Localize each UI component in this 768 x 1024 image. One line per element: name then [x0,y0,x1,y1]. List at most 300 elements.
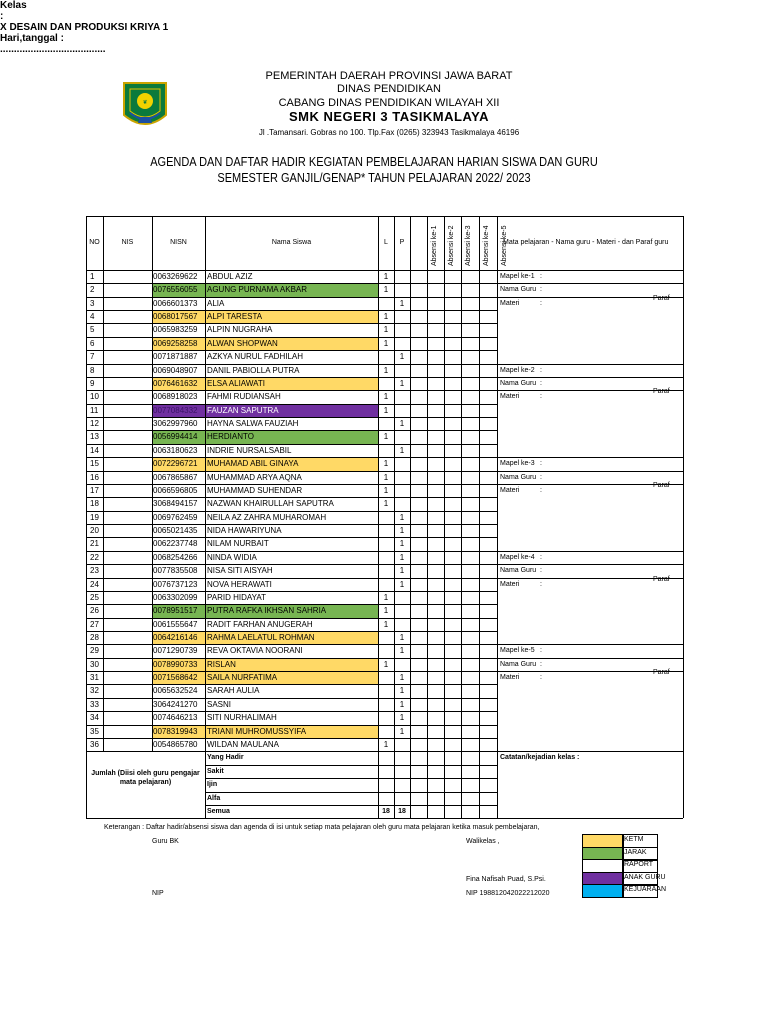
row-p: 1 [399,526,405,536]
row-p: 1 [399,579,405,589]
row-nisn: 0054865780 [153,739,198,749]
row-l: 1 [383,365,389,375]
grid-vline [497,216,498,818]
row-nisn: 0066596805 [153,485,198,495]
row-no: 8 [90,365,95,375]
row-nama: REVA OKTAVIA NOORANI [207,646,303,656]
row-nis [105,350,152,363]
row-l [378,698,394,711]
col-header-absensi-1: Absensi ke-1 [431,225,438,266]
row-nisn: 0071568642 [153,673,198,683]
row-nis [105,671,152,684]
row-l [378,350,394,363]
guru-colon: : [540,660,542,668]
row-nisn: 0077084332 [153,405,198,415]
mapel-block-line [497,551,683,552]
row-no: 21 [90,539,99,549]
summary-row-label: Yang Hadir [207,754,244,762]
row-no: 9 [90,378,95,388]
row-nis [105,484,152,497]
grid-vline [461,216,462,818]
row-nisn: 0077835508 [153,566,198,576]
row-nama: MUHAMAD ABIL GINAYA [207,459,299,469]
row-line [86,497,497,498]
row-line [86,564,497,565]
row-nis [105,497,152,510]
row-l: 1 [383,485,389,495]
col-header-absensi-2: Absensi ke-2 [448,225,455,266]
legend-label: KETM [624,836,644,843]
row-nisn: 0069762459 [153,512,198,522]
row-nisn: 0064216146 [153,632,198,642]
row-p: 1 [399,686,405,696]
footer-wali-name: Fina Nafisah Puad, S.Psi. [466,876,546,883]
materi-colon: : [540,674,542,682]
total-l: 18 [382,807,390,815]
row-nisn: 0065983259 [153,325,198,335]
row-line [86,537,497,538]
row-l [378,711,394,724]
row-nisn: 0063269622 [153,272,198,281]
row-no: 36 [90,739,99,749]
summary-row-label: Sakit [207,767,224,775]
row-p [394,457,410,470]
row-p [394,337,410,350]
summary-row-label: Alfa [207,794,221,802]
legend-label: RAPORT [624,861,654,869]
row-l: 1 [383,392,389,402]
row-line [86,430,497,431]
col-header-no: NO [89,239,100,246]
summary-label: Jumlah (Diisi oleh guru pengajar mata pelajaran) [91,770,200,787]
row-nisn: 3064241270 [153,699,198,709]
col-header-absensi-3: Absensi ke-3 [465,225,472,266]
mapel-colon: : [540,647,542,655]
row-line [86,604,497,605]
col-header-p: P [399,239,405,246]
guru-label: Nama Guru [500,379,537,387]
materi-label: Materi [500,486,520,494]
row-nama: RISLAN [207,659,236,669]
row-no: 1 [90,272,95,281]
row-l: 1 [383,272,389,281]
row-no: 22 [90,552,99,562]
footer-wali-nip: NIP 198812042022212020 [466,890,550,897]
row-nis [105,377,152,390]
row-line [86,283,497,284]
row-nis [105,644,152,657]
row-p [394,471,410,484]
row-line [86,323,497,324]
row-p: 1 [399,378,405,388]
svg-text:❦: ❦ [142,99,148,106]
row-nama: ALIA [207,298,225,308]
mapel-divider [497,377,683,378]
row-nama: INDRIE NURSALSABIL [207,445,292,455]
row-nama: FAUZAN SAPUTRA [207,405,279,415]
row-p: 1 [399,512,405,522]
kelas-label: Kelas [0,0,27,11]
grid-vline [683,216,684,818]
row-p: 1 [399,726,405,736]
mapel-divider [497,671,683,672]
row-line [86,751,497,752]
row-l: 1 [383,619,389,629]
paraf-label: Paraf [653,388,670,396]
row-line [86,658,497,659]
row-no: 2 [90,285,95,295]
col-header-absensi-5: Absensi ke-5 [501,225,508,266]
row-nama: NEILA AZ ZAHRA MUHAROMAH [207,512,327,522]
row-p [394,364,410,377]
materi-label: Materi [500,393,520,401]
total-p: 18 [398,807,406,815]
row-p [394,270,410,283]
row-l [378,725,394,738]
row-p [394,323,410,336]
row-no: 3 [90,298,95,308]
row-p [394,484,410,497]
row-no: 13 [90,432,99,442]
row-nisn: 0065021435 [153,526,198,536]
row-line [86,310,497,311]
guru-label: Nama Guru [500,473,537,481]
col-header-l: L [384,239,388,246]
row-nis [105,537,152,550]
row-l [378,417,394,430]
row-no: 14 [90,445,99,455]
row-nis [105,684,152,697]
row-nis [105,738,152,751]
guru-label: Nama Guru [500,286,537,294]
col-header-absensi-4: Absensi ke-4 [483,225,490,266]
row-line [86,684,497,685]
mapel-label: Mapel ke-2 [500,366,535,374]
row-p: 1 [399,646,405,656]
row-p [394,310,410,323]
row-p: 1 [399,539,405,549]
guru-colon: : [540,473,542,481]
row-p [394,390,410,403]
row-p: 1 [399,352,405,362]
row-no: 33 [90,699,99,709]
row-nis [105,430,152,443]
paraf-label: Paraf [653,481,670,489]
mapel-label: Mapel ke-3 [500,460,535,468]
mapel-divider [497,564,683,565]
grid-vline [205,751,206,818]
summary-row-label: Ijin [207,781,218,789]
legend-label: JARAK [624,848,647,856]
row-no: 35 [90,726,99,736]
row-l [378,511,394,524]
materi-colon: : [540,486,542,494]
row-nisn: 0068254266 [153,552,198,562]
row-no: 17 [90,485,99,495]
row-nisn: 0076461632 [153,378,198,388]
row-no: 32 [90,686,99,696]
row-line [86,578,497,579]
row-l: 1 [383,312,389,322]
row-no: 15 [90,459,99,469]
row-line [86,551,497,552]
row-nama: NOVA HERAWATI [207,579,272,589]
row-p: 1 [399,419,405,429]
mapel-divider [497,390,683,391]
row-l: 1 [383,432,389,442]
row-line [86,671,497,672]
row-l: 1 [383,405,389,415]
row-nama: NAZWAN KHAIRULLAH SAPUTRA [207,499,334,509]
row-nisn: 0069258258 [153,338,198,348]
row-no: 7 [90,352,95,362]
row-l: 1 [383,739,389,749]
row-nis [105,631,152,644]
row-l [378,564,394,577]
summary-line [205,778,497,779]
row-nama: SITI NURHALIMAH [207,713,277,723]
row-line [86,297,497,298]
mapel-divider [497,484,683,485]
row-nis [105,698,152,711]
catatan-label: Catatan/kejadian kelas : [500,754,580,762]
mapel-label: Mapel ke-1 [500,273,535,280]
row-line [86,631,497,632]
row-nisn: 0063180623 [153,445,198,455]
materi-label: Materi [500,299,520,307]
guru-colon: : [540,567,542,575]
row-no: 19 [90,512,99,522]
row-l [378,444,394,457]
row-p: 1 [399,445,405,455]
row-no: 11 [90,405,99,415]
row-nama: ABDUL AZIZ [207,272,253,281]
row-l: 1 [383,592,389,602]
row-nis [105,323,152,336]
grid-vline [394,216,395,818]
row-nisn: 3062997960 [153,419,198,429]
row-nis [105,711,152,724]
row-nis [105,604,152,617]
row-no: 16 [90,472,99,482]
row-nisn: 0071871887 [153,352,198,362]
mapel-colon: : [540,273,542,280]
row-nis [105,725,152,738]
grid-vline [86,216,87,818]
row-l [378,524,394,537]
materi-colon: : [540,393,542,401]
row-nisn: 0078990733 [153,659,198,669]
school-address: Jl .Tamansari. Gobras no 100. Tlp.Fax (0265) 323943 Tasikmalaya 46196 [258,128,520,137]
mapel-block-line [497,364,683,365]
row-p: 1 [399,632,405,642]
row-nisn: 0076556055 [153,285,198,295]
summary-line [205,765,497,766]
row-line [86,698,497,699]
row-no: 27 [90,619,99,629]
mapel-label: Mapel ke-4 [500,553,535,561]
row-nama: NINDA WIDIA [207,552,257,562]
row-no: 23 [90,566,99,576]
row-nama: NIDA HAWARIYUNA [207,526,282,536]
row-nama: RAHMA LAELATUL ROHMAN [207,632,315,642]
row-nisn: 0078951517 [153,606,198,616]
row-nis [105,417,152,430]
row-nisn: 0063302099 [153,592,198,602]
row-nisn: 0067865867 [153,472,198,482]
row-no: 4 [90,312,95,322]
header-line2: DINAS PENDIDIKAN [337,83,441,95]
grid-vline [427,216,428,818]
row-no: 10 [90,392,99,402]
row-nisn: 0068918023 [153,392,198,402]
row-line [86,364,497,365]
row-nis [105,618,152,631]
row-line [86,618,497,619]
mapel-divider [497,658,683,659]
row-nis [105,297,152,310]
row-l: 1 [383,338,389,348]
mapel-colon: : [540,553,542,561]
row-l: 1 [383,285,389,295]
row-nis [105,444,152,457]
row-nis [105,511,152,524]
row-nama: DANIL PABIOLLA PUTRA [207,365,300,375]
row-l: 1 [383,459,389,469]
row-nama: PUTRA RAFKA IKHSAN SAHRIA [207,606,327,616]
row-line [86,444,497,445]
table-border [86,216,683,217]
row-p [394,404,410,417]
hari-value: ...................................... [0,44,106,55]
kelas-value: X DESAIN DAN PRODUKSI KRIYA 1 [0,22,169,33]
row-l [378,537,394,550]
grid-vline [444,216,445,818]
row-line [86,524,497,525]
row-nis [105,457,152,470]
row-l [378,377,394,390]
mapel-divider [497,297,683,298]
row-nama: HERDIANTO [207,432,254,442]
row-l: 1 [383,659,389,669]
row-no: 24 [90,579,99,589]
row-line [86,350,497,351]
row-p [394,283,410,296]
row-l [378,671,394,684]
row-nama: AZKYA NURUL FADHILAH [207,352,304,362]
row-nisn: 0071290739 [153,646,198,656]
row-nis [105,404,152,417]
row-line [86,484,497,485]
row-l [378,297,394,310]
summary-line [205,805,497,806]
row-nis [105,591,152,604]
row-p [394,591,410,604]
footer-keterangan: Keterangan : Daftar hadir/absensi siswa dan agenda di isi untuk setiap mata pelajaran oleh guru mata pelajaran ketika masuk pembelajaran, [104,824,540,831]
row-p [394,618,410,631]
header-line3: CABANG DINAS PENDIDIKAN WILAYAH XII [278,97,500,109]
row-l [378,631,394,644]
title-line2: SEMESTER GANJIL/GENAP* TAHUN PELAJARAN 2022/ 2023 [217,171,531,185]
guru-label: Nama Guru [500,567,537,575]
mapel-colon: : [540,460,542,468]
row-p [394,658,410,671]
school-name: SMK NEGERI 3 TASIKMALAYA [288,109,490,124]
header-line1: PEMERINTAH DAERAH PROVINSI JAWA BARAT [265,70,513,82]
summary-line [497,751,683,752]
row-l: 1 [383,606,389,616]
footer-walikelas: Walikelas , [466,838,500,845]
row-no: 6 [90,338,95,348]
header-line [86,270,683,271]
row-no: 28 [90,632,99,642]
mapel-block-line [497,644,683,645]
table-border [86,818,683,819]
row-nis [105,337,152,350]
row-line [86,738,497,739]
row-nama: ELSA ALIAWATI [207,378,265,388]
row-no: 5 [90,325,95,335]
row-line [86,377,497,378]
row-line [86,591,497,592]
row-nama: SASNI [207,699,232,709]
row-nis [105,658,152,671]
materi-colon: : [540,580,542,588]
row-nis [105,578,152,591]
row-no: 34 [90,713,99,723]
row-line [86,471,497,472]
row-l: 1 [383,325,389,335]
row-nisn: 0062237748 [153,539,198,549]
row-nama: MUHAMMAD SUHENDAR [207,485,303,495]
grid-vline [479,216,480,818]
row-nama: WILDAN MAULANA [207,739,280,749]
row-nis [105,551,152,564]
row-nis [105,310,152,323]
row-line [86,644,497,645]
row-p: 1 [399,713,405,723]
row-l [378,684,394,697]
row-nama: ALPIN NUGRAHA [207,325,273,335]
row-nis [105,390,152,403]
row-nama: AGUNG PURNAMA AKBAR [207,285,308,295]
row-nis [105,564,152,577]
mapel-block-line [497,457,683,458]
row-nama: ALWAN SHOPWAN [207,338,278,348]
materi-label: Materi [500,580,520,588]
row-nisn: 0076737123 [153,579,198,589]
col-header-mapel: Mata pelajaran - Nama guru - Materi - dan Paraf guru [503,239,669,246]
summary-line [205,792,497,793]
row-no: 18 [90,499,99,509]
row-p [394,497,410,510]
row-line [86,417,497,418]
row-nisn: 0072296721 [153,459,198,469]
row-line [86,404,497,405]
row-no: 30 [90,659,99,669]
row-nisn: 0061555647 [153,619,198,629]
row-no: 31 [90,673,99,683]
row-no: 12 [90,419,99,429]
col-header-nama: Nama Siswa [271,239,312,246]
row-p: 1 [399,552,405,562]
row-nis [105,364,152,377]
row-nama: HAYNA SALWA FAUZIAH [207,419,299,429]
footer-guru-bk: Guru BK [152,838,179,845]
row-l [378,644,394,657]
row-line [86,725,497,726]
row-nisn: 3068494157 [153,499,198,509]
